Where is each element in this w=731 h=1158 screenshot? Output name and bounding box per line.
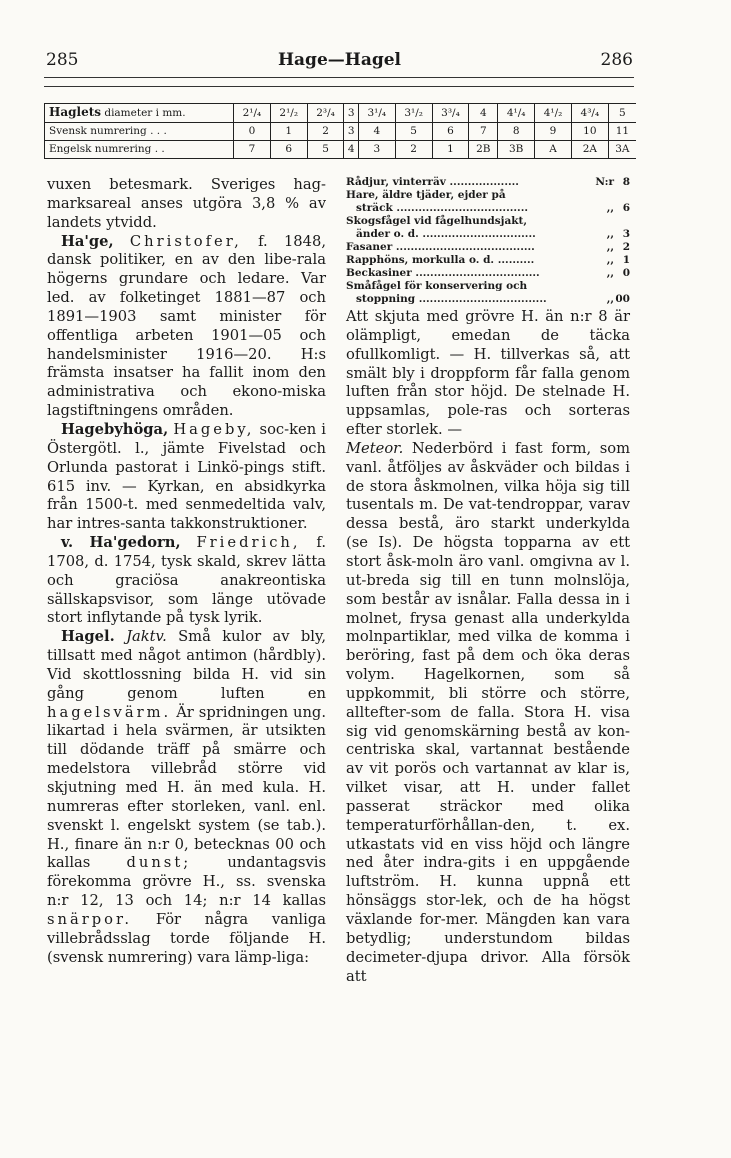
table-cell: 7 [469,123,498,141]
spaced-term: snärpor. [47,910,133,928]
hagel-size-table [44,103,636,159]
table-cell: 4¹/₂ [535,104,572,123]
section-label: Meteor. [346,439,404,457]
table-row-label: Engelsk numrering . . [45,141,234,159]
entry-text: Är spridningen ung. likartad i hela svärmen, är utsikten till dödande träff på smärre och medelstora villebråd större vid skjutning med H. än med kula. H. numreras efter storleken, vanl. enl. svenskt l. engelskt system (se tab.). H., finare än n:r 0, betecknas 00 och kallas [47,703,326,872]
table-cell: 3 [344,123,358,141]
page-number-right: 286 [600,50,633,70]
table-cell: 1 [432,141,469,159]
table-cell: 4 [358,123,395,141]
table-cell: 5 [307,141,344,159]
table-row-diameter [45,104,637,123]
list-item: Hare, äldre tjäder, ejder på [346,189,506,201]
left-column [47,176,326,967]
table-row-engelsk [45,141,637,159]
table-cell: 5 [395,123,432,141]
table-cell: 2B [469,141,498,159]
entry-name: Hageby, [173,420,255,438]
table-cell: 3 [358,141,395,159]
table-cell: 3 [344,104,358,123]
running-title: Hage—Hagel [277,50,402,70]
entry-headword: Ha'ge, [61,232,114,250]
spaced-term: hagelsvärm. [47,703,172,721]
paragraph: Att skjuta med grövre H. än n:r 8 är olämpligt, emedan de täcka ofullkomligt. — H. tillverkas så, att smält bly i droppform får falla genom luften från stor höjd. De stelnade H. uppsamlas, pole-ras och sorteras efter storlek. — [346,308,630,439]
table-cell: 10 [571,123,608,141]
spaced-term: dunst; [126,854,192,872]
entry-headword: v. Ha'gedorn, [61,534,181,552]
table-cell: 3A [608,141,636,159]
entry-text: f. 1848, dansk politiker, en av den libe-rala högerns grundare och ledare. Var led. av folketinget 1881—87 och 1891—1903 samt minister för offentliga arbeten 1901—05 och handelsminister 1916—20. H:s främsta insatser ha fallit inom den administrativa och ekono-miska lagstiftningens områden. [47,232,326,420]
page-header [46,50,633,72]
table-cell: 11 [608,123,636,141]
game-list [346,176,630,306]
table-caption: Haglets diameter i mm. [45,104,234,123]
table-cell: 3¹/₂ [395,104,432,123]
table-cell: 0 [234,123,271,141]
entry-headword: Hagel. [61,628,115,646]
table-cell: 2 [307,123,344,141]
entry-hagel [47,628,326,967]
table-cell: A [535,141,572,159]
list-item: Beckasiner .................................. ,, 0 [346,267,630,279]
table-cell: 4 [469,104,498,123]
table-cell: 4¹/₄ [498,104,535,123]
table-cell: 3³/₄ [432,104,469,123]
entry-text: soc-ken i Östergötl. l., jämte Fivelstad och Orlunda pastorat i Linkö-pings stift. 615 inv. — Kyrkan, en absidkyrka från 1500-t. med senmedeltida valv, har intres-santa takkonstruktioner. [47,420,326,533]
list-item: Fasaner ...................................... ,, 2 [346,241,630,253]
entry-text: f. 1708, d. 1754, tysk skald, skrev lätta och graciösa anakreontiska sällskapsvisor, som länge utövade stort inflytande på tysk lyrik. [47,534,326,627]
paragraph-text: Nederbörd i fast form, som vanl. åtföljes av åskväder och bildas i de stora åskmolnen, vilka höja sig till tusentals m. De vat-tendroppar, varav dessa bestå, äro starkt underkylda (se Is). De högsta topparna av ett stort åsk-moln äro vanl. omgivna av l. ut-breda sig till en tunn molnslöja, som består av isnålar. Falla dessa in i molnet, frysa genast alla underkylda molnpartiklar, med vilka de komma i beröring, fast på dem och öka deras volym. Hagelkornen, som så uppkommit, bli större och större, alltefter-som de falla. Stora H. visa sig vid genomskärning bestå av kon-centriska skal, vartannat bestående av vit porös och vartannat av klar is, vilket visar, att H. under fallet passerat sträckor med olika temperaturförhållan-den, t. ex. utkastats vid en viss höjd och längre ned åter indra-gits i en uppgående luftström. H. kunna uppnå ett hönsäggs stor-lek, och de ha högst växlande for-mer. Mängden kan vara betydlig; understundom bildas decimeter-djupa drivor. Alla försök att [346,439,630,985]
table-cell: 3¹/₄ [358,104,395,123]
header-rule [44,77,634,78]
table-cell: 2A [571,141,608,159]
list-item: änder o. d. ............................... ,, 3 [356,228,630,240]
paragraph-meteor [346,440,630,986]
table-cell: 7 [234,141,271,159]
entry-hagedorn [47,534,326,628]
list-item: Småfågel för konservering och [346,280,528,292]
list-item: Rådjur, vinterräv ................... N:r 8 [346,176,630,188]
table-cell: 9 [535,123,572,141]
page-number-left: 285 [46,50,79,70]
entry-name: Friedrich, [196,534,301,552]
table-cell: 4 [344,141,358,159]
table-cell: 1 [270,123,307,141]
list-item: sträck .................................... ,, 6 [356,202,630,214]
entry-hage [47,233,326,421]
table-cell: 8 [498,123,535,141]
table-cell: 6 [270,141,307,159]
table-cell: 2 [395,141,432,159]
table-cell: 3B [498,141,535,159]
entry-field: Jaktv. [126,628,167,646]
entry-headword: Hagebyhöga, [61,420,169,438]
table-cell: 2¹/₄ [234,104,271,123]
entry-text: undantagsvis förekomma grövre H., ss. svenska n:r 12, 13 och 14; n:r 14 kallas [47,854,326,910]
entry-hagebyhoga [47,421,326,534]
entry-text: För några vanliga villebrådsslag torde följande H. (svensk numrering) vara lämp-liga: [47,910,326,966]
table-cell: 2¹/₂ [270,104,307,123]
list-item: stoppning ................................... ,, 00 [356,293,630,305]
table-cell: 5 [608,104,636,123]
paragraph-continued: vuxen betesmark. Sveriges hag-marksareal anses utgöra 3,8 % av landets ytvidd. [47,176,326,231]
table-cell: 4³/₄ [571,104,608,123]
list-item: Skogsfågel vid fågelhundsjakt, [346,215,528,227]
table-row-svensk [45,123,637,141]
table-row-label: Svensk numrering . . . [45,123,234,141]
table-cell: 2³/₄ [307,104,344,123]
right-column [346,176,630,986]
list-item: Rapphöns, morkulla o. d. .......... ,, 1 [346,254,630,266]
header-rule-2 [44,86,634,87]
entry-name: Christofer, [129,232,242,250]
entry-text: Små kulor av bly, tillsatt med något antimon (hårdbly). Vid skottlossning bilda H. vid sin gång genom luften en [47,628,326,702]
table-cell: 6 [432,123,469,141]
